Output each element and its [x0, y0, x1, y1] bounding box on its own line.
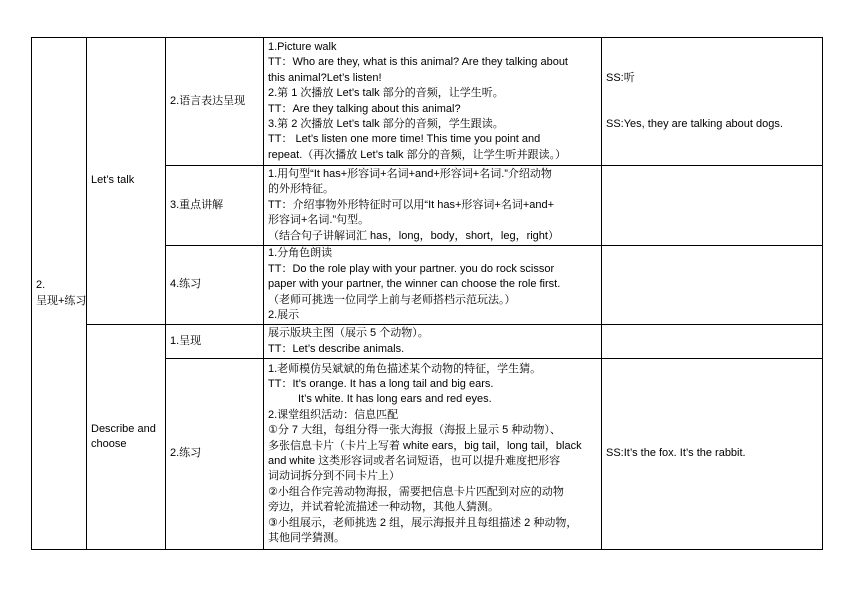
- teacher-line: （老师可挑选一位同学上前与老师搭档示范玩法。）: [268, 293, 516, 306]
- table-row: [32, 38, 823, 166]
- teacher-line: 1.用句型“It has+形容词+名词+and+形容词+名词.”介绍动物: [268, 167, 552, 180]
- sub-step-cell: [166, 359, 264, 550]
- student-activity-cell: [602, 166, 823, 246]
- sub-step-label: 1.呈现: [170, 334, 202, 347]
- stage-number: 2.: [36, 279, 46, 292]
- teacher-line: TT：Who are they, what is this animal? Are they talking about: [268, 56, 568, 69]
- section-title: Describe and choose: [91, 422, 156, 450]
- teacher-activity-cell: [264, 246, 602, 325]
- teacher-line: （结合句子讲解词汇 has，long，body，short，leg，right）: [268, 229, 559, 242]
- teacher-line: 2.展示: [268, 309, 300, 322]
- teacher-line: It’s white. It has long ears and red eyes.: [298, 393, 492, 406]
- sub-step-label: 4.练习: [170, 278, 202, 291]
- lesson-plan-table: [31, 37, 823, 550]
- teacher-line: ②小组合作完善动物海报，需要把信息卡片匹配到对应的动物: [268, 485, 564, 498]
- teacher-activity-cell: [264, 38, 602, 166]
- sub-step-cell: [166, 246, 264, 325]
- sub-step-label: 2.练习: [170, 447, 202, 460]
- teacher-line: 1.分角色朗读: [268, 247, 333, 260]
- student-activity-cell: [602, 359, 823, 550]
- sub-step-label: 3.重点讲解: [170, 198, 224, 211]
- teacher-line: 的外形特征。: [268, 183, 334, 196]
- teacher-activity-cell: [264, 166, 602, 246]
- teacher-activity-cell: [264, 359, 602, 550]
- teacher-activity-cell: [264, 325, 602, 359]
- teacher-line: 展示版块主图（展示 5 个动物）。: [268, 327, 429, 340]
- sub-step-cell: [166, 325, 264, 359]
- section-title: Let’s talk: [91, 174, 135, 187]
- teacher-line: paper with your partner, the winner can choose the role first.: [268, 278, 561, 291]
- teacher-line: TT：It’s orange. It has a long tail and big ears.: [268, 377, 494, 390]
- teacher-line: 1.老师模仿吴斌斌的角色描述某个动物的特征，学生猜。: [268, 362, 542, 375]
- table-row: [32, 325, 823, 359]
- teacher-line: 1.Picture walk: [268, 40, 337, 53]
- teacher-line: 多张信息卡片（卡片上写着 white ears，big tail，long tail，black: [268, 439, 582, 452]
- teacher-line: 2.课堂组织活动：信息匹配: [268, 408, 399, 421]
- teacher-line: 词动词拆分到不同卡片上）: [268, 470, 400, 483]
- teacher-line: this animal?Let’s listen!: [268, 71, 382, 84]
- teacher-line: TT：Do the role play with your partner. you do rock scissor: [268, 262, 555, 275]
- teacher-line: and white 这类形容词或者名词短语，也可以提升难度把形容: [268, 455, 561, 467]
- sub-step-cell: [166, 38, 264, 166]
- teacher-line: TT：Are they talking about this animal?: [268, 102, 461, 115]
- teacher-line: TT：介绍事物外形特征时可以用“It has+形容词+名词+and+: [268, 198, 555, 211]
- teacher-line: TT：Let’s describe animals.: [268, 342, 405, 355]
- teacher-line: ①分 7 大组，每组分得一张大海报（海报上显示 5 种动物）、: [268, 424, 561, 437]
- teacher-line: TT： Let’s listen one more time! This time you point and: [268, 133, 541, 146]
- student-line: SS:听: [606, 71, 635, 84]
- stage-cell: [32, 38, 87, 550]
- section-title-cell: [87, 325, 166, 550]
- teacher-line: repeat.（再次播放 Let’s talk 部分的音频，让学生听并跟读。）: [268, 148, 567, 161]
- student-activity-cell: [602, 38, 823, 166]
- section-title-cell: [87, 38, 166, 325]
- student-line: SS:Yes, they are talking about dogs.: [606, 117, 783, 130]
- sub-step-label: 2.语言表达呈现: [170, 94, 246, 107]
- sub-step-cell: [166, 166, 264, 246]
- teacher-line: 形容词+名词.”句型。: [268, 214, 370, 227]
- teacher-line: ③小组展示，老师挑选 2 组，展示海报并且每组描述 2 种动物，: [268, 516, 578, 529]
- teacher-line: 旁边，并试着轮流描述一种动物，其他人猜测。: [268, 501, 499, 514]
- teacher-line: 2.第 1 次播放 Let’s talk 部分的音频，让学生听。: [268, 87, 504, 100]
- student-activity-cell: [602, 325, 823, 359]
- teacher-line: 其他同学猜测。: [268, 532, 345, 545]
- teacher-line: 3.第 2 次播放 Let’s talk 部分的音频，学生跟读。: [268, 117, 504, 130]
- student-line: SS:It’s the fox. It’s the rabbit.: [606, 447, 746, 460]
- stage-title: 呈现+练习: [36, 294, 87, 307]
- student-activity-cell: [602, 246, 823, 325]
